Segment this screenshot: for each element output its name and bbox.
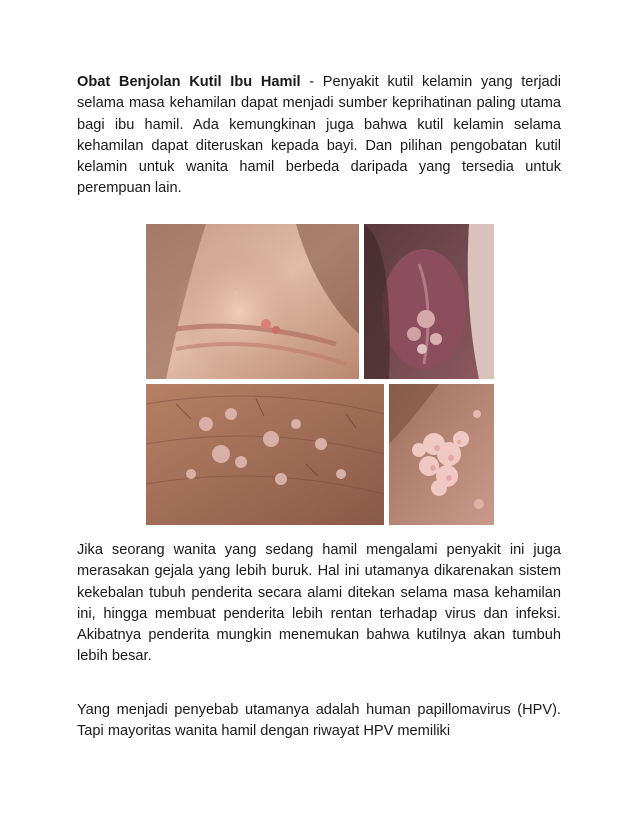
clinical-photo-collage	[146, 224, 494, 525]
clinical-photo-bottom-right	[389, 384, 494, 525]
article-title: Obat Benjolan Kutil Ibu Hamil	[77, 74, 301, 90]
intro-text: - Penyakit kutil kelamin yang terjadi selama masa kehamilan dapat menjadi sumber keprihatinan paling utama bagi ibu hamil. Ada kemungkinan juga bahwa kutil kelamin selama kehamilan dapat diteruskan kepada bayi. Dan pilihan pengobatan kutil kelamin untuk wanita hamil berbeda daripada yang tersedia untuk perempuan lain.	[77, 74, 561, 197]
body-paragraph-2: Jika seorang wanita yang sedang hamil mengalami penyakit ini juga merasakan gejala yang lebih buruk. Hal ini utamanya dikarenakan sistem kekebalan tubuh penderita secara alami ditekan selama masa kehamilan ini, hingga membuat penderita lebih rentan terhadap virus dan infeksi. Akibatnya penderita mungkin menemukan bahwa kutilnya akan tumbuh lebih besar.	[77, 542, 561, 665]
clinical-photo-top-right	[364, 224, 494, 379]
intro-paragraph	[77, 72, 561, 200]
clinical-photo-top-left	[146, 224, 359, 379]
body-paragraph-3: Yang menjadi penyebab utamanya adalah human papillomavirus (HPV). Tapi mayoritas wanita hamil dengan riwayat HPV memiliki	[77, 702, 561, 740]
clinical-photo-bottom-left	[146, 384, 384, 525]
